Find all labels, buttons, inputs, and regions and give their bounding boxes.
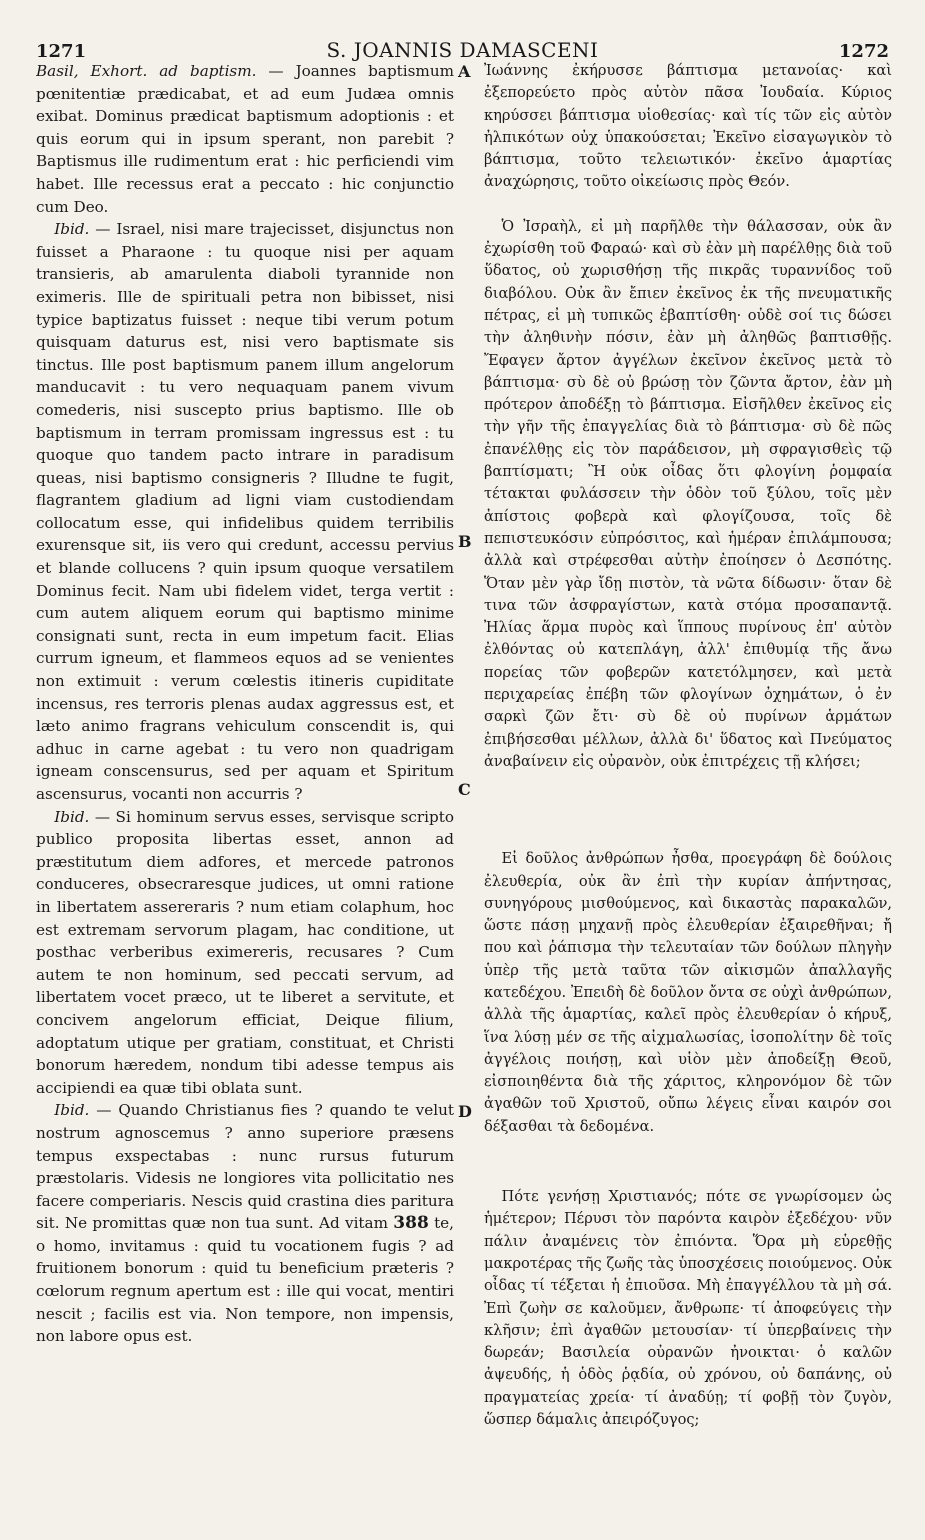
citation: Ibid. [54,220,90,239]
citation: Ibid. [54,807,90,826]
right-page-number: 1272 [838,41,889,62]
greek-paragraph: Ἰωάννης ἐκήρυσσε βάπτισμα μετανοίας· καὶ ἐξεπορεύετο πρὸς αὐτὸν πᾶσα Ἰουδαία. Κύριος κηρύσσει βάπτισμα υἱοθεσίας· καὶ τίς τῶν εἰς αὐτὸν ἠλπικότων οὐχ ὑπακούσεται; Ἐκεῖνο εἰσαγωγικὸν τὸ βάπτισμα, τοῦτο τελειωτικόν· ἐκεῖνο ἁμαρτίας ἀναχώρησις, τοῦτο οἰκείωσις πρὸς Θεόν. [484,62,892,191]
section-marker-a: A [458,62,471,81]
latin-paragraph: Ibid. — Israel, nisi mare trajecisset, disjunctus non fuisset a Pharaone : tu quoque nisi per aquam transieris, ab amarulenta diaboli tyrannide non eximeris. Ille de spirituali petra non bibisset, nisi typice baptizatus fuisset : neque tibi verum potum quisquam daturus est, nisi vero baptismate sis tinctus. Ille post baptismum panem illum angelorum manducavit : tu vero nequaquam panem vivum comederis, nisi suscepto prius baptismo. Ille ob baptismum in terram promissam ingressus est : tu quoque quo tandem pacto intrare in paradisum queas, nisi baptismo consigneris ? Illudne te fugit, flagrantem gladium ad ligni viam custodiendam collocatum esse, qui infidelibus quidem terribilis exurensque sit, iis vero qui credunt, accessu pervius et blande collucens ? quin ipsum quoque versatilem Dominus fecit. Nam ubi fidelem videt, terga vertit : cum autem aliquem eorum qui baptismo minime consignati sunt, recta in eum impetum facit. Elias currum igneum, et flammeos equos ad se venientes non extimuit : verum cœlestis itineris cupiditate incensus, res terroris plenas audax aggressus est, et læto animo fragrans vehiculum conscendit is, qui adhuc in carne agebat : tu vero non quadrigam igneam conscensurus, sed per aquam et Spiritum ascensurus, vocanti non accurris ? [36,220,454,803]
section-marker-c: C [458,780,471,799]
latin-paragraph: Basil, Exhort. ad baptism. — Joannes baptismum pœnitentiæ prædicabat, et ad eum Judæa omnis exibat. Dominus prædicat baptismum adoptionis : et quis eorum qui in ipsum sperant, non parebit ? Baptismus ille rudimentum erat : hic perficiendi vim habet. Ille recessus erat a peccato : hic conjunctio cum Deo. [36,62,454,216]
left-page-number: 1271 [36,41,87,62]
greek-paragraph: Εἰ δοῦλος ἀνθρώπων ἦσθα, προεγράφη δὲ δούλοις ἐλευθερία, οὐκ ἂν ἐπὶ τὴν κυρίαν ἀπήντησας, συνηγόρους μισθούμενος, καὶ δικαστὰς παρακαλῶν, ὥστε πάσῃ μηχανῇ πρὸς ἐλευθερίαν ἐξαιρεθῆναι; ἤ που καὶ ῥάπισμα τὴν τελευταίαν τῶν δούλων πληγὴν ὑπὲρ τῆς μετὰ ταῦτα τῶν αἰκισμῶν ἀπαλλαγῆς κατεδέχου. Ἐπειδὴ δὲ δοῦλον ὄντα σε οὐχὶ ἀνθρώπων, ἀλλὰ τῆς ἁμαρτίας, καλεῖ πρὸς ἐλευθερίαν ὁ κήρυξ, ἵνα λύσῃ μέν σε τῆς αἰχμαλωσίας, ἰσοπολίτην δὲ τοῖς ἀγγέλοις ποιήσῃ, καὶ υἱὸν μὲν ἀποδείξῃ Θεοῦ, εἰσποιηθέντα διὰ τῆς χάριτος, κληρονόμον δὲ τῶν ἀγαθῶν τοῦ Χριστοῦ, οὔπω λέγεις εἶναι καιρόν σοι δέξασθαι τὰ δεδομένα. [484,850,892,1135]
latin-paragraph: Ibid. — Quando Christianus fies ? quando te velut nostrum agnoscemus ? anno superiore præsens tempus exspectabas : nunc rursus futurum præstolaris. Videsis ne longiores vita pollicitatio nes facere comperiaris. Nescis quid crastina dies paritura sit. Ne promittas quæ non tua sunt. Ad vitam 388 te, o homo, invitamus : quid tu vocationem fugis ? ad fruitionem bonorum : quid tu beneficium præteris ? cœlorum regnum apertum est : ille qui vocat, mentiri nescit ; facilis est via. Non tempore, non impensis, non labore opus est. [36,1101,454,1346]
citation: Basil, Exhort. ad baptism. [36,62,257,80]
greek-paragraph: Ὁ Ἰσραὴλ, εἰ μὴ παρῆλθε τὴν θάλασσαν, οὐκ ἂν ἐχωρίσθη τοῦ Φαραώ· καὶ σὺ ἐὰν μὴ παρέλθῃς διὰ τοῦ ὕδατος, οὐ χωρισθήσῃ τῆς πικρᾶς τυραννίδος τοῦ διαβόλου. Οὐκ ἂν ἔπιεν ἐκεῖνος ἐκ τῆς πνευματικῆς πέτρας, εἰ μὴ τυπικῶς ἐβαπτίσθη· οὐδὲ σοί τις δώσει τὴν ἀληθινὴν πόσιν, ἐὰν μὴ ἀληθῶς βαπτισθῇς. Ἔφαγεν ἄρτον ἀγγέλων ἐκεῖνον ἐκεῖνος μετὰ τὸ βάπτισμα· σὺ δὲ οὐ βρώσῃ τὸν ζῶντα ἄρτον, ἐὰν μὴ πρότερον ἀποδέξῃ τὸ βάπτισμα. Εἰσῆλθεν ἐκεῖνος εἰς τὴν γῆν τῆς ἐπαγγελίας διὰ τὸ βάπτισμα· σὺ δὲ πῶς ἐπανέλθῃς εἰς τὸν παράδεισον, μὴ σφραγισθεὶς τῷ βαπτίσματι; Ἢ οὐκ οἶδας ὅτι φλογίνη ῥομφαία τέτακται φυλάσσειν τὴν ὁδὸν τοῦ ξύλου, τοῖς μὲν ἀπίστοις φοβερὰ καὶ φλογίζουσα, τοῖς δὲ πεπιστευκόσιν εὐπρόσιτος, καὶ ἡμέραν ἐπιλάμπουσα; ἀλλὰ καὶ στρέφεσθαι αὐτὴν ἐποίησεν ὁ Δεσπότης. Ὅταν μὲν γὰρ ἴδῃ πιστὸν, τὰ νῶτα δίδωσιν· ὅταν δὲ τινα τῶν ἀσφραγίστων, κατὰ στόμα προσαπαντᾷ. Ἠλίας ἅρμα πυρὸς καὶ ἵππους πυρίνους ἐπ' αὐτὸν ἐλθόντας οὐ κατεπλάγη, ἀλλ' ἐπιθυμίᾳ τῆς ἄνω πορείας τῶν φοβερῶν κατετόλμησεν, καὶ μετὰ περιχαρείας ἐπέβη τῶν φλογίνων ὀχημάτων, ὁ ἐν σαρκὶ ζῶν ἔτι· σὺ δὲ οὐ πυρίνων ἁρμάτων ἐπιβήσεσθαι μέλλων, ἀλλὰ δι' ὕδατος καὶ Πνεύματος ἀναβαίνειν εἰς οὐρανὸν, οὐκ ἐπιτρέχεις τῇ κλήσει; [484,217,892,770]
greek-column [484,60,892,1490]
section-marker-b: B [458,532,472,551]
edition-page-number: 388 [393,1213,429,1234]
latin-paragraph: Ibid. — Si hominum servus esses, servisque scripto publico proposita libertas esset, annon ad præstitutum diem adfores, et mercede patronos conduceres, obsecraresque judices, ut omni ratione in libertatem assereraris ? num etiam colaphum, hoc est extremam servorum plagam, hac conditione, ut posthac verberibus eximereris, recusares ? Cum autem te non hominum, sed peccati servum, ad libertatem vocet præco, ut te liberet a servitute, et concivem angelorum efficiat, Deique filium, adoptatum utique per gratiam, constituat, et Christi bonorum hæredem, nondum tibi adesse tempus ais accipiendi ea quæ tibi oblata sunt. [36,807,454,1097]
greek-paragraph: Πότε γενήσῃ Χριστιανός; πότε σε γνωρίσομεν ὡς ἡμέτερον; Πέρυσι τὸν παρόντα καιρὸν ἐξεδέχου· νῦν πάλιν ἀναμένεις τὸν ἐπιόντα. Ὅρα μὴ εὑρεθῇς μακροτέρας τῆς ζωῆς τὰς ὑποσχέσεις ποιούμενος. Οὐκ οἶδας τί τέξεται ἡ ἐπιοῦσα. Μὴ ἐπαγγέλλου τὰ μὴ σά. Ἐπὶ ζωὴν σε καλοῦμεν, ἄνθρωπε· τί ἀποφεύγεις τὴν κλῆσιν; ἐπὶ ἀγαθῶν μετουσίαν· τί ὑπερβαίνεις τὴν δωρεάν; Βασιλεία οὐρανῶν ἠνοικται· ὁ καλῶν ἀψευδής, ἡ ὁδὸς ῥᾳδία, οὐ χρόνου, οὐ δαπάνης, οὐ πραγματείας χρεία· τί ἀναδύῃ; τί φοβῇ τὸν ζυγὸν, ὥσπερ δάμαλις ἀπειρόζυγος; [484,1188,892,1429]
latin-column [36,60,454,1490]
running-title: S. JOANNIS DAMASCENI [326,38,599,62]
section-marker-d: D [458,1102,472,1121]
page-header [36,32,889,62]
citation: Ibid. [54,1101,90,1120]
